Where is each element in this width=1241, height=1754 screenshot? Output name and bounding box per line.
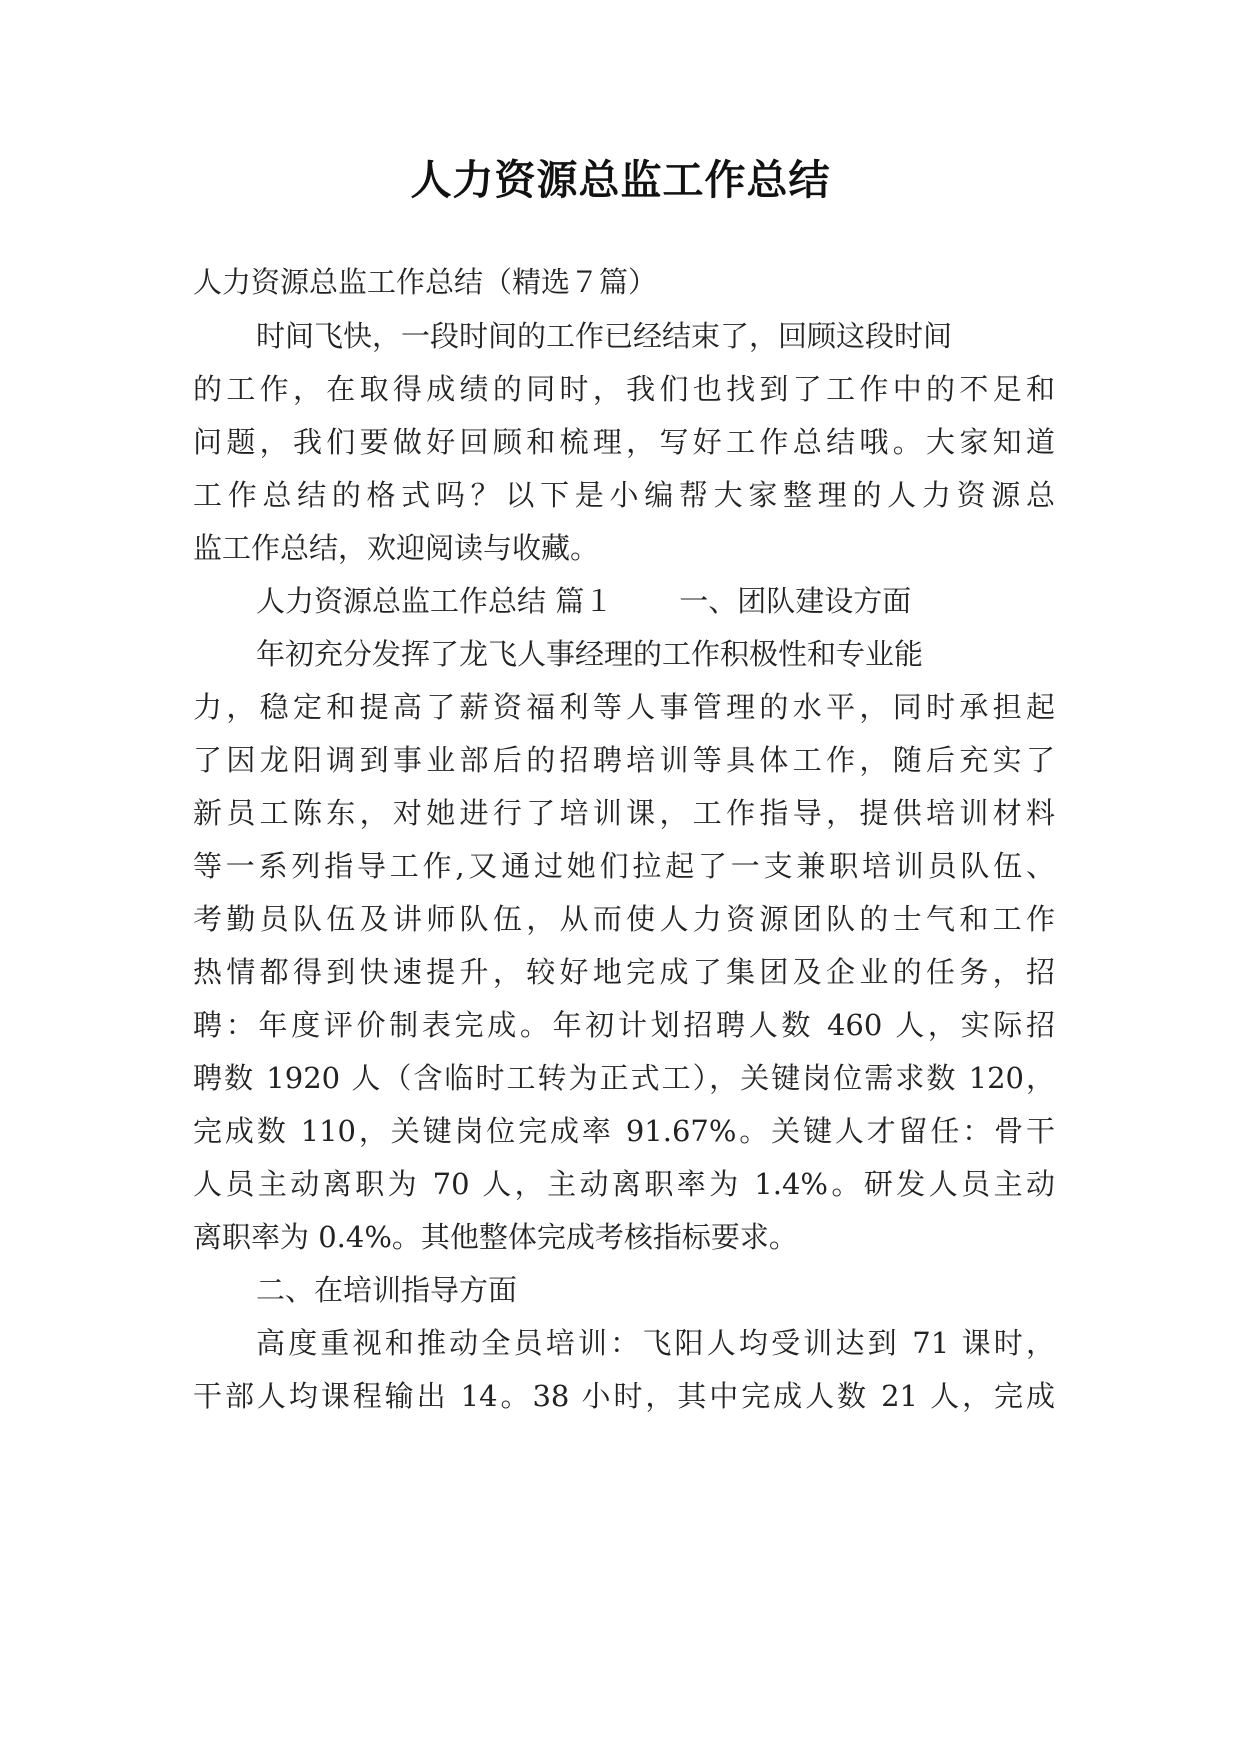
intro-line: 问题，我们要做好回顾和梳理，写好工作总结哦。大家知道 <box>193 425 1055 459</box>
intro-line: 时间飞快，一段时间的工作已经结束了，回顾这段时间 <box>256 319 953 353</box>
body-line: 考勤员队伍及讲师队伍，从而使人力资源团队的士气和工作 <box>193 902 1055 936</box>
body-line: 热情都得到快速提升，较好地完成了集团及企业的任务，招 <box>193 955 1055 989</box>
part-heading-row <box>256 581 911 621</box>
body-line: 离职率为 0.4%。其他整体完成考核指标要求。 <box>193 1220 798 1254</box>
intro-line: 的工作，在取得成绩的同时，我们也找到了工作中的不足和 <box>193 372 1055 406</box>
body-line: 聘数 1920 人（含临时工转为正式工），关键岗位需求数 120， <box>193 1061 1055 1095</box>
section-heading: 二、在培训指导方面 <box>256 1273 518 1307</box>
body-line: 新员工陈东，对她进行了培训课，工作指导，提供培训材料 <box>193 796 1055 830</box>
body-line: 聘：年度评价制表完成。年初计划招聘人数 460 人，实际招 <box>193 1008 1055 1042</box>
body-line: 年初充分发挥了龙飞人事经理的工作积极性和专业能 <box>256 637 924 671</box>
body-line: 人员主动离职为 70 人，主动离职率为 1.4%。研发人员主动 <box>193 1167 1055 1201</box>
body-line: 完成数 110，关键岗位完成率 91.67%。关键人才留任：骨干 <box>193 1114 1055 1148</box>
body-line: 干部人均课程输出 14。38 小时，其中完成人数 21 人，完成 <box>193 1379 1055 1413</box>
document-subtitle: 人力资源总监工作总结（精选７篇） <box>193 265 658 299</box>
intro-line: 监工作总结，欢迎阅读与收藏。 <box>193 531 600 565</box>
body-line: 等一系列指导工作,又通过她们拉起了一支兼职培训员队伍、 <box>193 849 1055 883</box>
intro-line: 工作总结的格式吗？以下是小编帮大家整理的人力资源总 <box>193 478 1055 512</box>
part-heading: 人力资源总监工作总结 篇１ <box>256 584 614 618</box>
body-line: 了因龙阳调到事业部后的招聘培训等具体工作，随后充实了 <box>193 743 1055 777</box>
body-line: 力，稳定和提高了薪资福利等人事管理的水平，同时承担起 <box>193 690 1055 724</box>
body-line: 高度重视和推动全员培训：飞阳人均受训达到 71 课时， <box>256 1326 1055 1360</box>
section-heading: 一、团队建设方面 <box>679 584 912 618</box>
document-title: 人力资源总监工作总结 <box>410 156 831 204</box>
